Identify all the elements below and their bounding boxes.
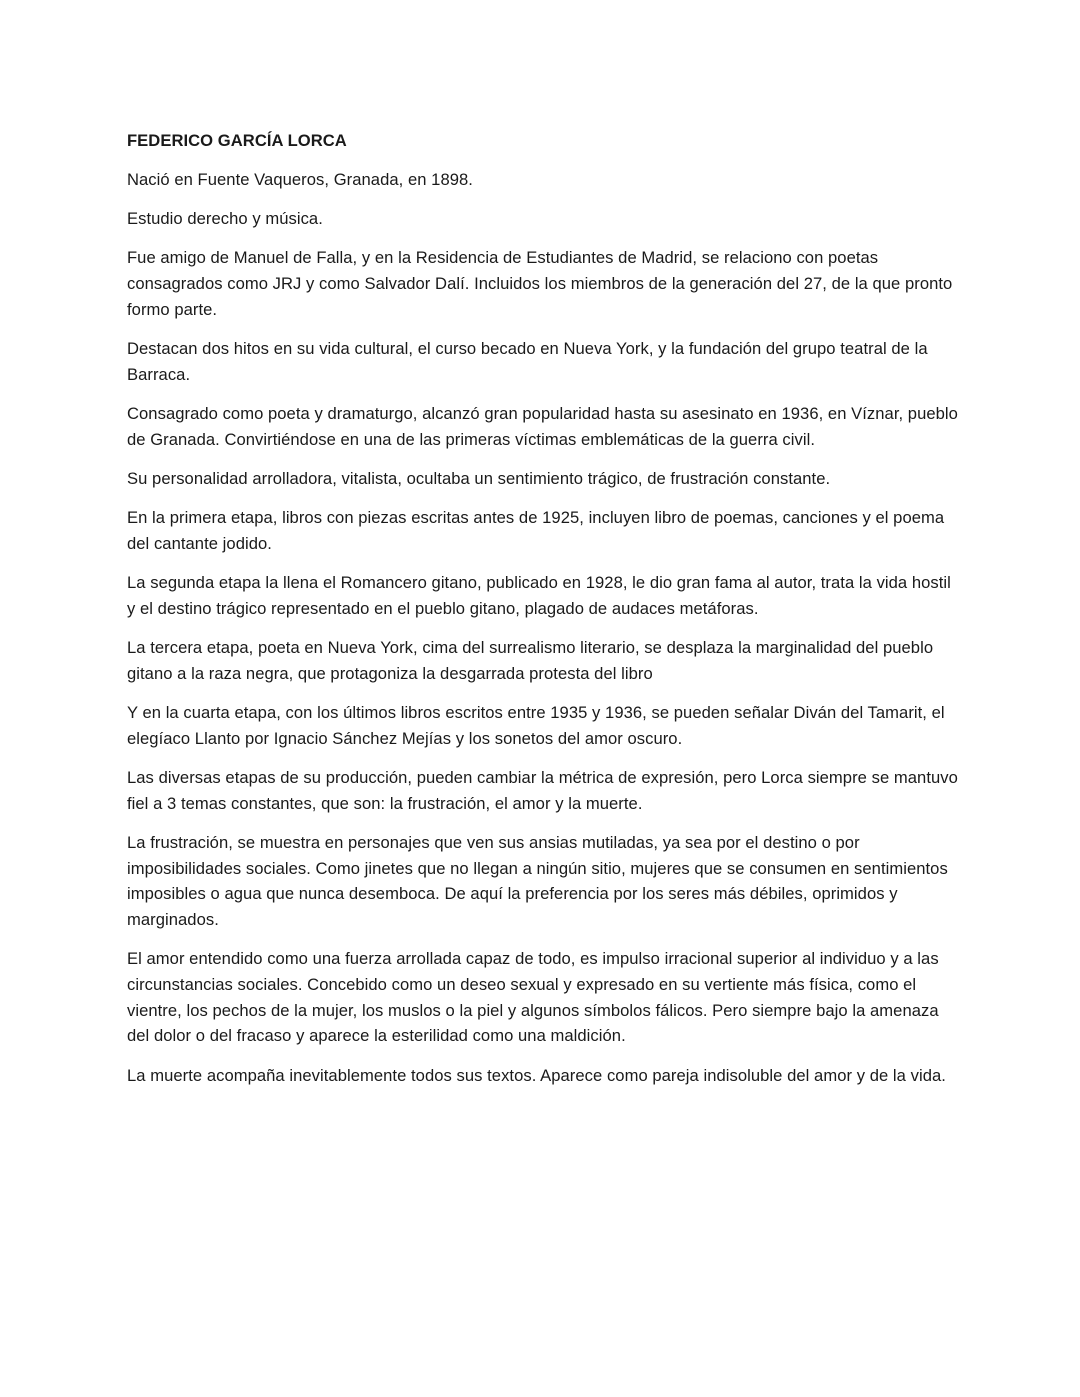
- paragraph-third-stage: La tercera etapa, poeta en Nueva York, cima del surrealismo literario, se desplaza la marginalidad del pueblo gitano a la raza negra, que protagoniza la desgarrada protesta del libro: [127, 638, 934, 683]
- paragraph-milestones: Destacan dos hitos en su vida cultural, el curso becado en Nueva York, y la fundación del grupo teatral de la Barraca.: [127, 338, 928, 384]
- paragraph-personality: Su personalidad arrolladora, vitalista, ocultaba un sentimiento trágico, de frustración constante.: [127, 468, 831, 488]
- paragraph-friendships: Fue amigo de Manuel de Falla, y en la Residencia de Estudiantes de Madrid, se relaciono con poetas consagrados como JRJ y como Salvador Dalí. Incluidos los miembros de la generación del 27, de la que pronto formo parte.: [127, 248, 953, 319]
- paragraph-themes: Las diversas etapas de su producción, pueden cambiar la métrica de expresión, pero Lorca siempre se mantuvo fiel a 3 temas constantes, que son: la frustración, el amor y la muerte.: [127, 768, 958, 813]
- paragraph-birth: Nació en Fuente Vaqueros, Granada, en 1898.: [127, 169, 473, 189]
- paragraph-death: Consagrado como poeta y dramaturgo, alcanzó gran popularidad hasta su asesinato en 1936, en Víznar, pueblo de Granada. Convirtiéndose en una de las primeras víctimas emblemáticas de la guerra civil.: [127, 403, 958, 449]
- paragraph-second-stage: La segunda etapa la llena el Romancero gitano, publicado en 1928, le dio gran fama al autor, trata la vida hostil y el destino trágico representado en el pueblo gitano, plagado de audaces metáforas.: [127, 573, 951, 618]
- paragraph-frustration: La frustración, se muestra en personajes que ven sus ansias mutiladas, ya sea por el destino o por imposibilidades sociales. Como jinetes que no llegan a ningún sitio, mujeres que se consumen en sentimientos imposibles o agua que nunca desemboca. De aquí la preferencia por los seres más débiles, oprimidos y marginados.: [127, 833, 948, 930]
- document-title: FEDERICO GARCÍA LORCA: [127, 131, 347, 150]
- paragraph-love: El amor entendido como una fuerza arrollada capaz de todo, es impulso irracional superior al individuo y a las circunstancias sociales. Concebido como un deseo sexual y expresado en su vertiente más física, como el vientre, los pechos de la mujer, los muslos o la piel y algunos símbolos fálicos. Pero siempre bajo la amenaza del dolor o del fracaso y aparece la esterilidad como una maldición.: [127, 949, 939, 1046]
- paragraph-fourth-stage: Y en la cuarta etapa, con los últimos libros escritos entre 1935 y 1936, se pueden señalar Diván del Tamarit, el elegíaco Llanto por Ignacio Sánchez Mejías y los sonetos del amor oscuro.: [127, 703, 945, 748]
- paragraph-first-stage: En la primera etapa, libros con piezas escritas antes de 1925, incluyen libro de poemas, canciones y el poema del cantante jodido.: [127, 508, 945, 553]
- paragraph-death-theme: La muerte acompaña inevitablemente todos sus textos. Aparece como pareja indisoluble del amor y de la vida.: [127, 1065, 946, 1085]
- paragraph-studies: Estudio derecho y música.: [127, 208, 323, 228]
- document-body: [127, 128, 959, 1102]
